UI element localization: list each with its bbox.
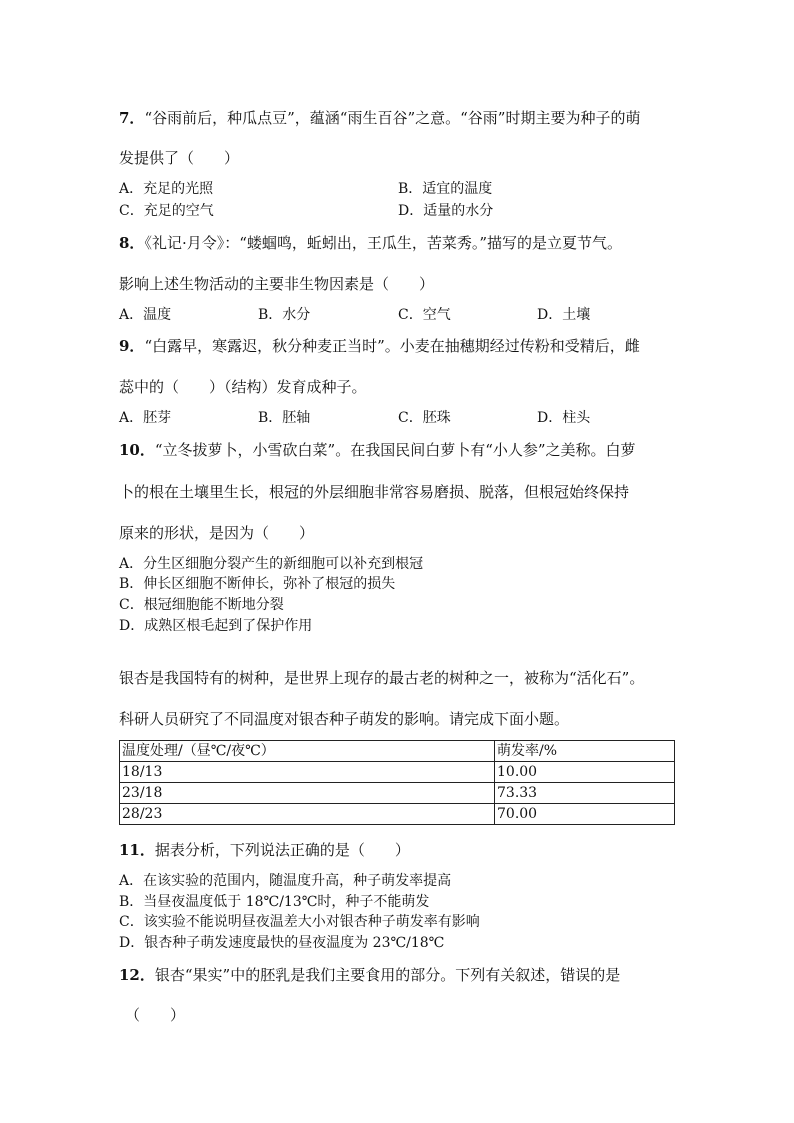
q9-option-b: B．胚轴	[258, 410, 311, 426]
table-header-rate: 萌发率/%	[495, 741, 675, 762]
q11-stem-line1: 11．据表分析，下列说法正确的是（ ）	[119, 841, 410, 859]
table-row	[120, 762, 675, 783]
q8-option-b: B．水分	[258, 307, 311, 323]
q9-option-c: C．胚珠	[398, 410, 451, 426]
table-header-temperature: 温度处理/（昼℃/夜℃）	[120, 741, 495, 762]
q7-stem-line1: 7．“谷雨前后，种瓜点豆”，蕴涵“雨生百谷”之意。“谷雨”时期主要为种子的萌	[119, 109, 641, 127]
q7-option-d: D．适量的水分	[398, 203, 494, 219]
q10-stem-line2: 卜的根在土壤里生长，根冠的外层细胞非常容易磨损、脱落，但根冠始终保持	[119, 483, 630, 501]
q12-number: 12．	[119, 966, 155, 984]
q7-number: 7．	[119, 109, 145, 127]
q10-option-a: A．分生区细胞分裂产生的新细胞可以补充到根冠	[119, 556, 424, 572]
q12-stem-line1: 12．银杏“果实”中的胚乳是我们主要食用的部分。下列有关叙述，错误的是	[119, 966, 621, 984]
table-cell-temperature: 23/18	[120, 783, 495, 804]
q8-option-a: A．温度	[119, 307, 172, 323]
q11-option-d: D．银杏种子萌发速度最快的昼夜温度为 23℃/18℃	[119, 935, 445, 951]
q7-option-a: A．充足的光照	[119, 181, 214, 197]
q10-option-b: B．伸长区细胞不断伸长，弥补了根冠的损失	[119, 576, 396, 592]
q9-stem-line1: 9．“白露早，寒露迟，秋分种麦正当时”。小麦在抽穗期经过传粉和受精后，雌	[119, 337, 640, 355]
q11-option-a: A．在该实验的范围内，随温度升高，种子萌发率提高	[119, 873, 452, 889]
q11-option-b: B．当昼夜温度低于 18℃/13℃时，种子不能萌发	[119, 894, 430, 910]
q12-stem-line2: （ ）	[125, 1006, 186, 1024]
q7-option-b: B．适宜的温度	[398, 181, 493, 197]
table-row	[120, 783, 675, 804]
table-cell-rate: 70.00	[495, 804, 675, 825]
table-row	[120, 804, 675, 825]
q11-number: 11．	[119, 841, 155, 859]
q9-option-d: D．柱头	[537, 410, 591, 426]
q10-stem-line1: 10．“立冬拔萝卜，小雪砍白菜”。在我国民间白萝卜有“小人参”之美称。白萝	[119, 441, 636, 459]
q7-option-c: C．充足的空气	[119, 203, 214, 219]
table-cell-rate: 73.33	[495, 783, 675, 804]
passage-line2: 科研人员研究了不同温度对银杏种子萌发的影响。请完成下面小题。	[119, 710, 570, 728]
table-cell-rate: 10.00	[495, 762, 675, 783]
q9-option-a: A．胚芽	[119, 410, 172, 426]
q8-option-d: D．土壤	[537, 307, 591, 323]
q8-option-c: C．空气	[398, 307, 451, 323]
q11-option-c: C．该实验不能说明昼夜温差大小对银杏种子萌发率有影响	[119, 914, 480, 930]
q10-number: 10．	[119, 441, 155, 459]
q8-number: 8．	[119, 234, 145, 252]
table-header-row	[120, 741, 675, 762]
q8-stem-line1: 8．《礼记·月令》：“蝼蝈鸣，蚯蚓出，王瓜生，苦菜秀。”描写的是立夏节气。	[119, 234, 623, 252]
q7-stem-line2: 发提供了（ ）	[119, 149, 240, 167]
passage-line1: 银杏是我国特有的树种，是世界上现存的最古老的树种之一，被称为“活化石”。	[119, 669, 645, 687]
germination-table	[119, 740, 675, 825]
q10-option-d: D．成熟区根毛起到了保护作用	[119, 618, 313, 634]
table-cell-temperature: 18/13	[120, 762, 495, 783]
q8-stem-line2: 影响上述生物活动的主要非生物因素是（ ）	[119, 275, 435, 293]
q10-stem-line3: 原来的形状，是因为（ ）	[119, 524, 315, 542]
table-cell-temperature: 28/23	[120, 804, 495, 825]
q9-number: 9．	[119, 337, 145, 355]
q10-option-c: C．根冠细胞能不断地分裂	[119, 597, 284, 613]
q9-stem-line2: 蕊中的（ ）（结构）发育成种子。	[119, 378, 367, 396]
